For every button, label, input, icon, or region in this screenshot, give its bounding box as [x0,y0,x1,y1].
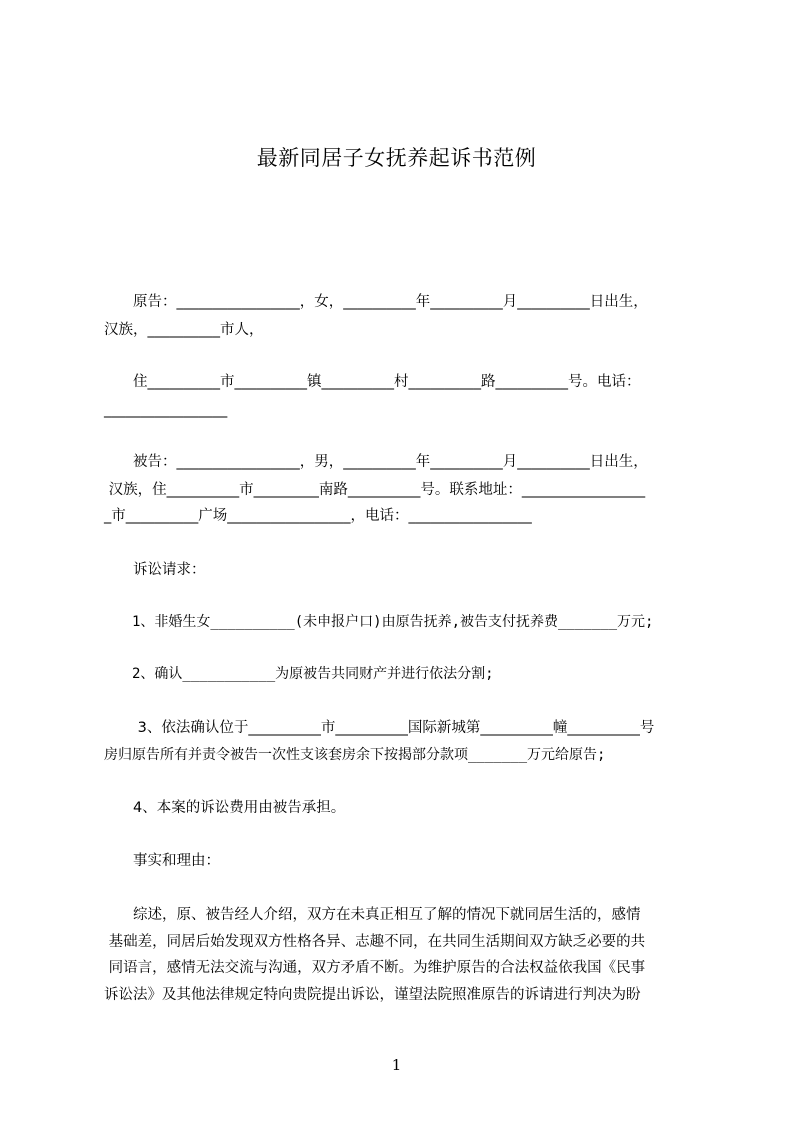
claim-item-1: 1、非婚生女__________(未申报户口)由原告抚养,被告支付抚养费_______万元; [104,614,654,630]
address-line-1: 住__________市__________镇__________村__________路__________号。电话： [104,374,641,390]
facts-heading: 事实和理由： [104,853,220,869]
defendant-line-2: 汉族，住__________市_________南路__________号。联系地址：_________________ [104,482,646,498]
claim-item-4: 4、本案的诉讼费用由被告承担。 [104,800,346,816]
document-title: 最新同居子女抚养起诉书范例 [256,146,537,170]
facts-paragraph-line-2: 基础差，同居后始发现双方性格各异、志趣不同，在共同生活期间双方缺乏必要的共 [104,934,646,950]
defendant-line-3: _市__________广场_________________，电话：_________________ [104,508,532,524]
plaintiff-line-1: 原告：_________________，女，__________年__________月__________日出生， [104,294,648,310]
defendant-line-1: 被告：_________________，男，__________年__________月__________日出生， [104,454,648,470]
facts-paragraph-line-1: 综述，原、被告经人介绍，双方在未真正相互了解的情况下就同居生活的，感情 [104,907,641,923]
claim-item-3-line-2: 房归原告所有并责令被告一次性支该套房余下按揭部分款项_______万元给原告; [104,747,606,763]
claims-heading: 诉讼请求： [104,562,206,578]
claim-item-3-line-1: 3、依法确认位于__________市__________国际新城第__________幢__________号 [104,720,655,736]
page-number: 1 [391,1056,402,1074]
facts-paragraph-line-4: 诉讼法》及其他法律规定特向贵院提出诉讼，谨望法院照准原告的诉请进行判决为盼 [104,987,641,1003]
claim-item-2: 2、确认___________为原被告共同财产并进行依法分割; [104,666,494,682]
address-line-2: _________________ [104,402,228,418]
facts-paragraph-line-3: 同语言，感情无法交流与沟通，双方矛盾不断。为维护原告的合法权益依我国《民事 [104,960,646,976]
plaintiff-line-2: 汉族，__________市人， [104,322,264,338]
